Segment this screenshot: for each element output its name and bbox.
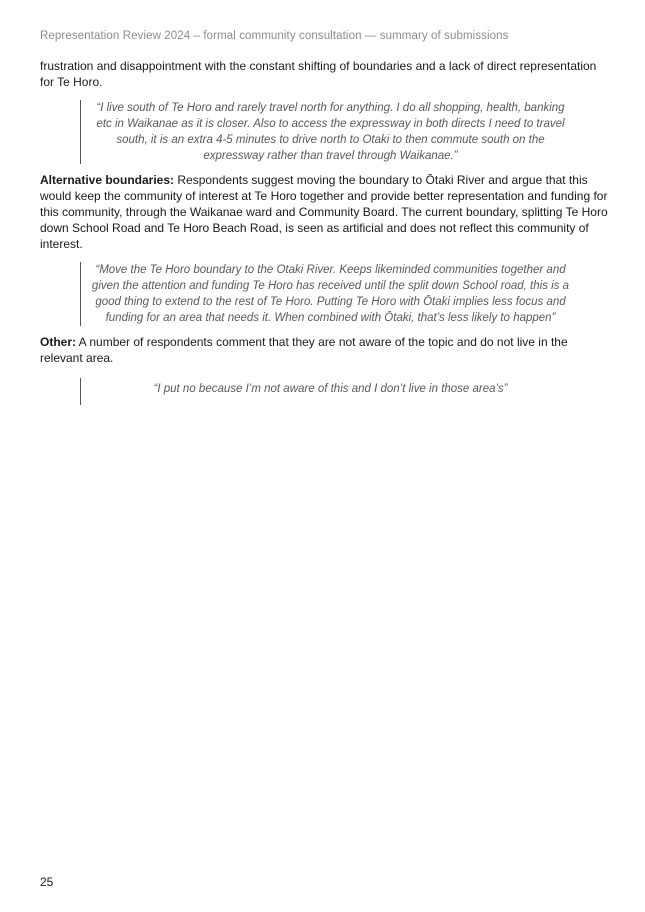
other-label: Other: [40,335,76,349]
running-header: Representation Review 2024 – formal community consultation — summary of submissions [40,30,509,42]
quote-block-3: “I put no because I’m not aware of this and I don’t live in those area’s” [80,378,570,405]
alternative-boundaries-label: Alternative boundaries: [40,173,175,187]
alternative-boundaries-paragraph [40,172,610,252]
intro-paragraph: frustration and disappointment with the constant shifting of boundaries and a lack of direct representation for Te Horo. [40,59,597,89]
alternative-boundaries-text: Respondents suggest moving the boundary to Ōtaki River and argue that this would keep the community of interest at Te Horo together and provide better representation and funding for this community, through the Waikanae ward and Community Board. The current boundary, splitting Te Horo down School Road and Te Horo Beach Road, is seen as artificial and does not reflect this community of interest. [40,173,608,251]
quote-block-2: “Move the Te Horo boundary to the Otaki River. Keeps likeminded communities together and given the attention and funding Te Horo has received until the split down School road, this is a good thing to extend to the rest of Te Horo. Putting Te Horo with Ōtaki implies less focus and funding for an area that needs it. When combined with Ōtaki, that’s less likely to happen” [80,262,570,326]
other-text: A number of respondents comment that they are not aware of the topic and do not live in the relevant area. [40,335,568,365]
other-paragraph [40,334,610,366]
quote-block-1: “I live south of Te Horo and rarely travel north for anything. I do all shopping, health, banking etc in Waikanae as it is closer. Also to access the expressway in both directs I need to travel south, it is an extra 4-5 minutes to drive north to Otaki to then commute south on the expressway rather than travel through Waikanae.” [80,100,570,164]
page-content [40,58,610,405]
page-number: 25 [40,875,54,889]
